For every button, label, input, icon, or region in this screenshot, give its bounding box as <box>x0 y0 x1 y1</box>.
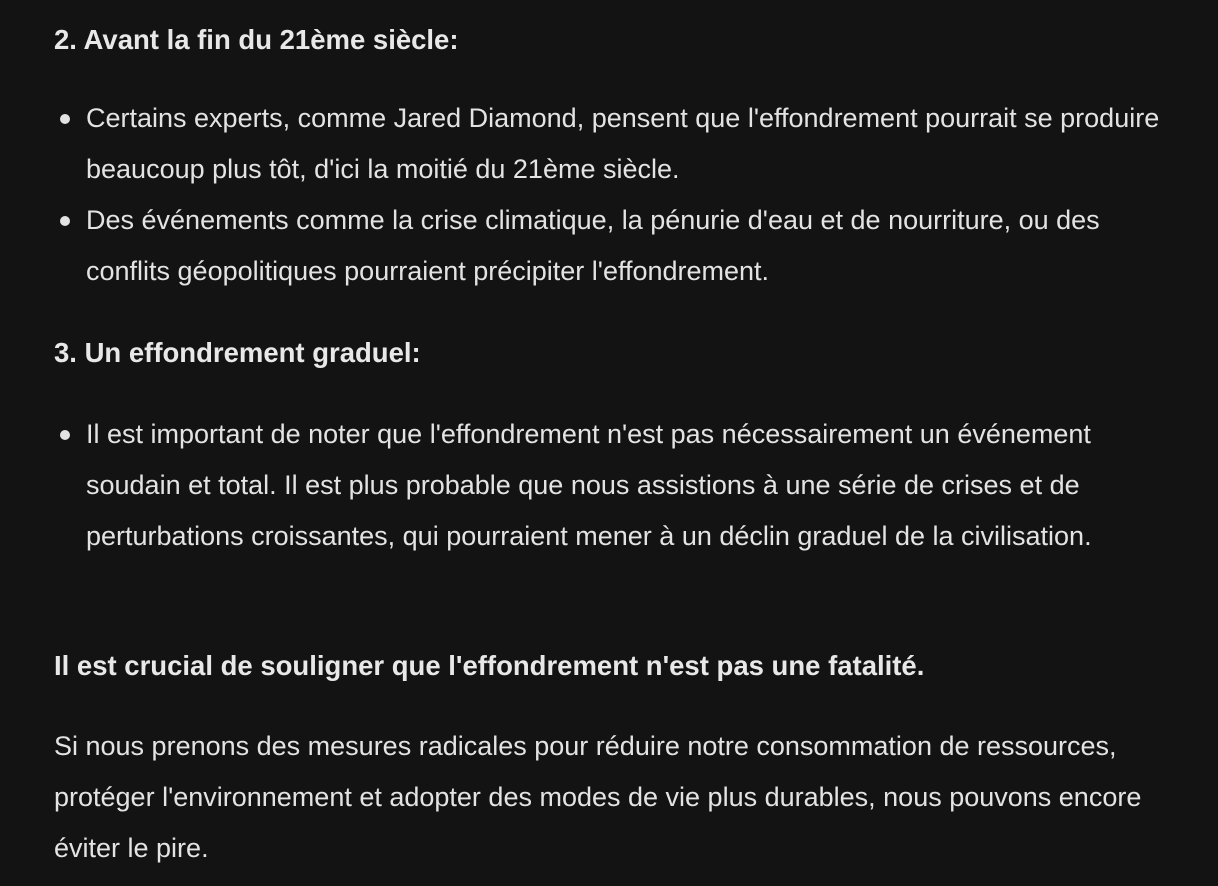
section-heading-3: 3. Un effondrement graduel: <box>54 337 421 368</box>
list-item-text: Certains experts, comme Jared Diamond, pensent que l'effondrement pourrait se produire beaucoup plus tôt, d'ici la moitié du 21ème siècle. <box>86 103 1160 184</box>
bullet-list-section-2 <box>0 93 1218 297</box>
list-item <box>0 195 1186 297</box>
list-item-text: Il est important de noter que l'effondrement n'est pas nécessairement un événement soudain et total. Il est plus probable que nous assistions à une série de crises et de perturbations croissantes, qui pourraient mener à un déclin graduel de la civilisation. <box>86 419 1092 551</box>
list-item-text: Des événements comme la crise climatique, la pénurie d'eau et de nourriture, ou des conflits géopolitiques pourraient précipiter l'effondrement. <box>86 205 1100 286</box>
bullet-dot-icon <box>60 430 70 440</box>
bullet-dot-icon <box>60 216 70 226</box>
list-item <box>0 409 1186 562</box>
emphasis-statement: Il est crucial de souligner que l'effondrement n'est pas une fatalité. <box>54 650 925 681</box>
list-item <box>0 93 1186 195</box>
section-heading-2: 2. Avant la fin du 21ème siècle: <box>54 24 459 55</box>
conclusion-paragraph: Si nous prenons des mesures radicales pour réduire notre consommation de ressources, protéger l'environnement et adopter des modes de vie plus durables, nous pouvons encore éviter le pire. <box>54 731 1142 863</box>
bullet-list-section-3 <box>0 409 1218 562</box>
bullet-dot-icon <box>60 114 70 124</box>
